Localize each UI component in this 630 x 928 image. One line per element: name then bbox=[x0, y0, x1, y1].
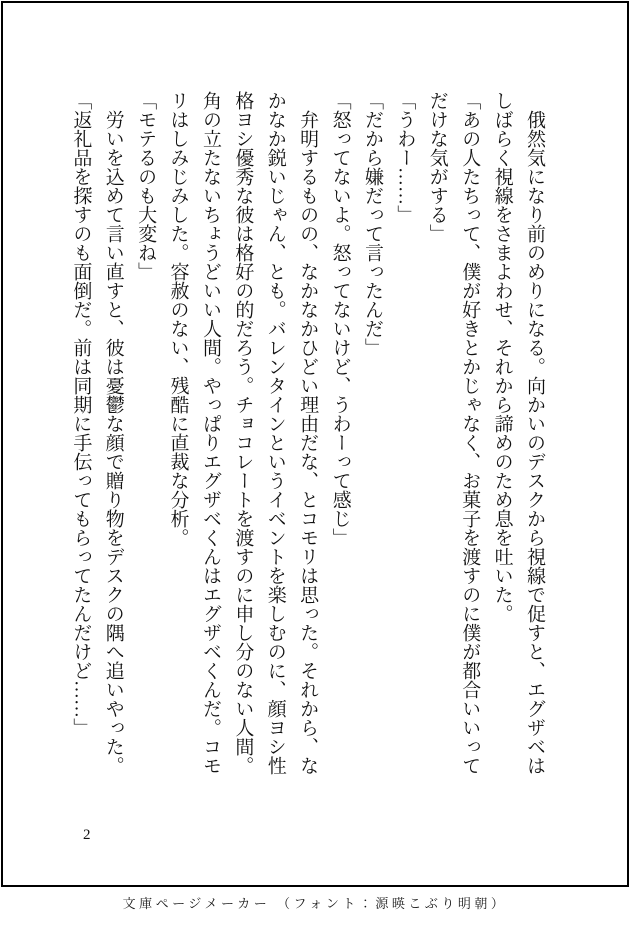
text-column: 「うわー……」 bbox=[394, 91, 416, 224]
text-column: 「怒ってないよ。怒ってないけど、うわーって感じ」 bbox=[329, 91, 351, 547]
vertical-text-body bbox=[64, 91, 550, 785]
text-column: 労いを込めて言い直すと、彼は憂鬱な顔で贈り物をデスクの隅へ追いやった。 bbox=[102, 91, 124, 775]
text-column: リはしみじみした。容赦のない、残酷に直裁な分析。 bbox=[167, 91, 189, 547]
text-column: 「返礼品を探すのも面倒だ。前は同期に手伝ってもらってたんだけど……」 bbox=[70, 91, 92, 737]
text-column: 「だから嫌だって言ったんだ」 bbox=[361, 91, 383, 357]
text-column: 弁明するものの、なかなかひどい理由だな、とコモリは思った。それから、な bbox=[297, 91, 319, 775]
text-column: 「モテるのも大変ね」 bbox=[135, 91, 157, 281]
text-column: かなか鋭いじゃん、とも。バレンタインというイベントを楽しむのに、顔ヨシ性 bbox=[264, 91, 286, 775]
text-column: 俄然気になり前のめりになる。向かいのデスクから視線で促すと、エグザベは bbox=[524, 91, 545, 775]
text-column: だけな気がする」 bbox=[426, 91, 448, 243]
text-column: 格ヨシ優秀な彼は格好の的だろう。チョコレートを渡すのに申し分のない人間。 bbox=[232, 91, 254, 775]
page-number: 2 bbox=[83, 827, 91, 843]
page-frame bbox=[1, 1, 629, 887]
text-column: 「あの人たちって、僕が好きとかじゃなく、お菓子を渡すのに僕が都合いいって bbox=[459, 91, 481, 775]
text-column: しばらく視線をさまよわせ、それから諦めのため息を吐いた。 bbox=[491, 91, 513, 623]
text-column: 角の立たないちょうどいい人間。やっぱりエグザベくんはエグザベくんだ。コモ bbox=[199, 91, 221, 775]
footer-caption: 文庫ページメーカー （フォント：源暎こぶり明朝） bbox=[122, 896, 508, 911]
